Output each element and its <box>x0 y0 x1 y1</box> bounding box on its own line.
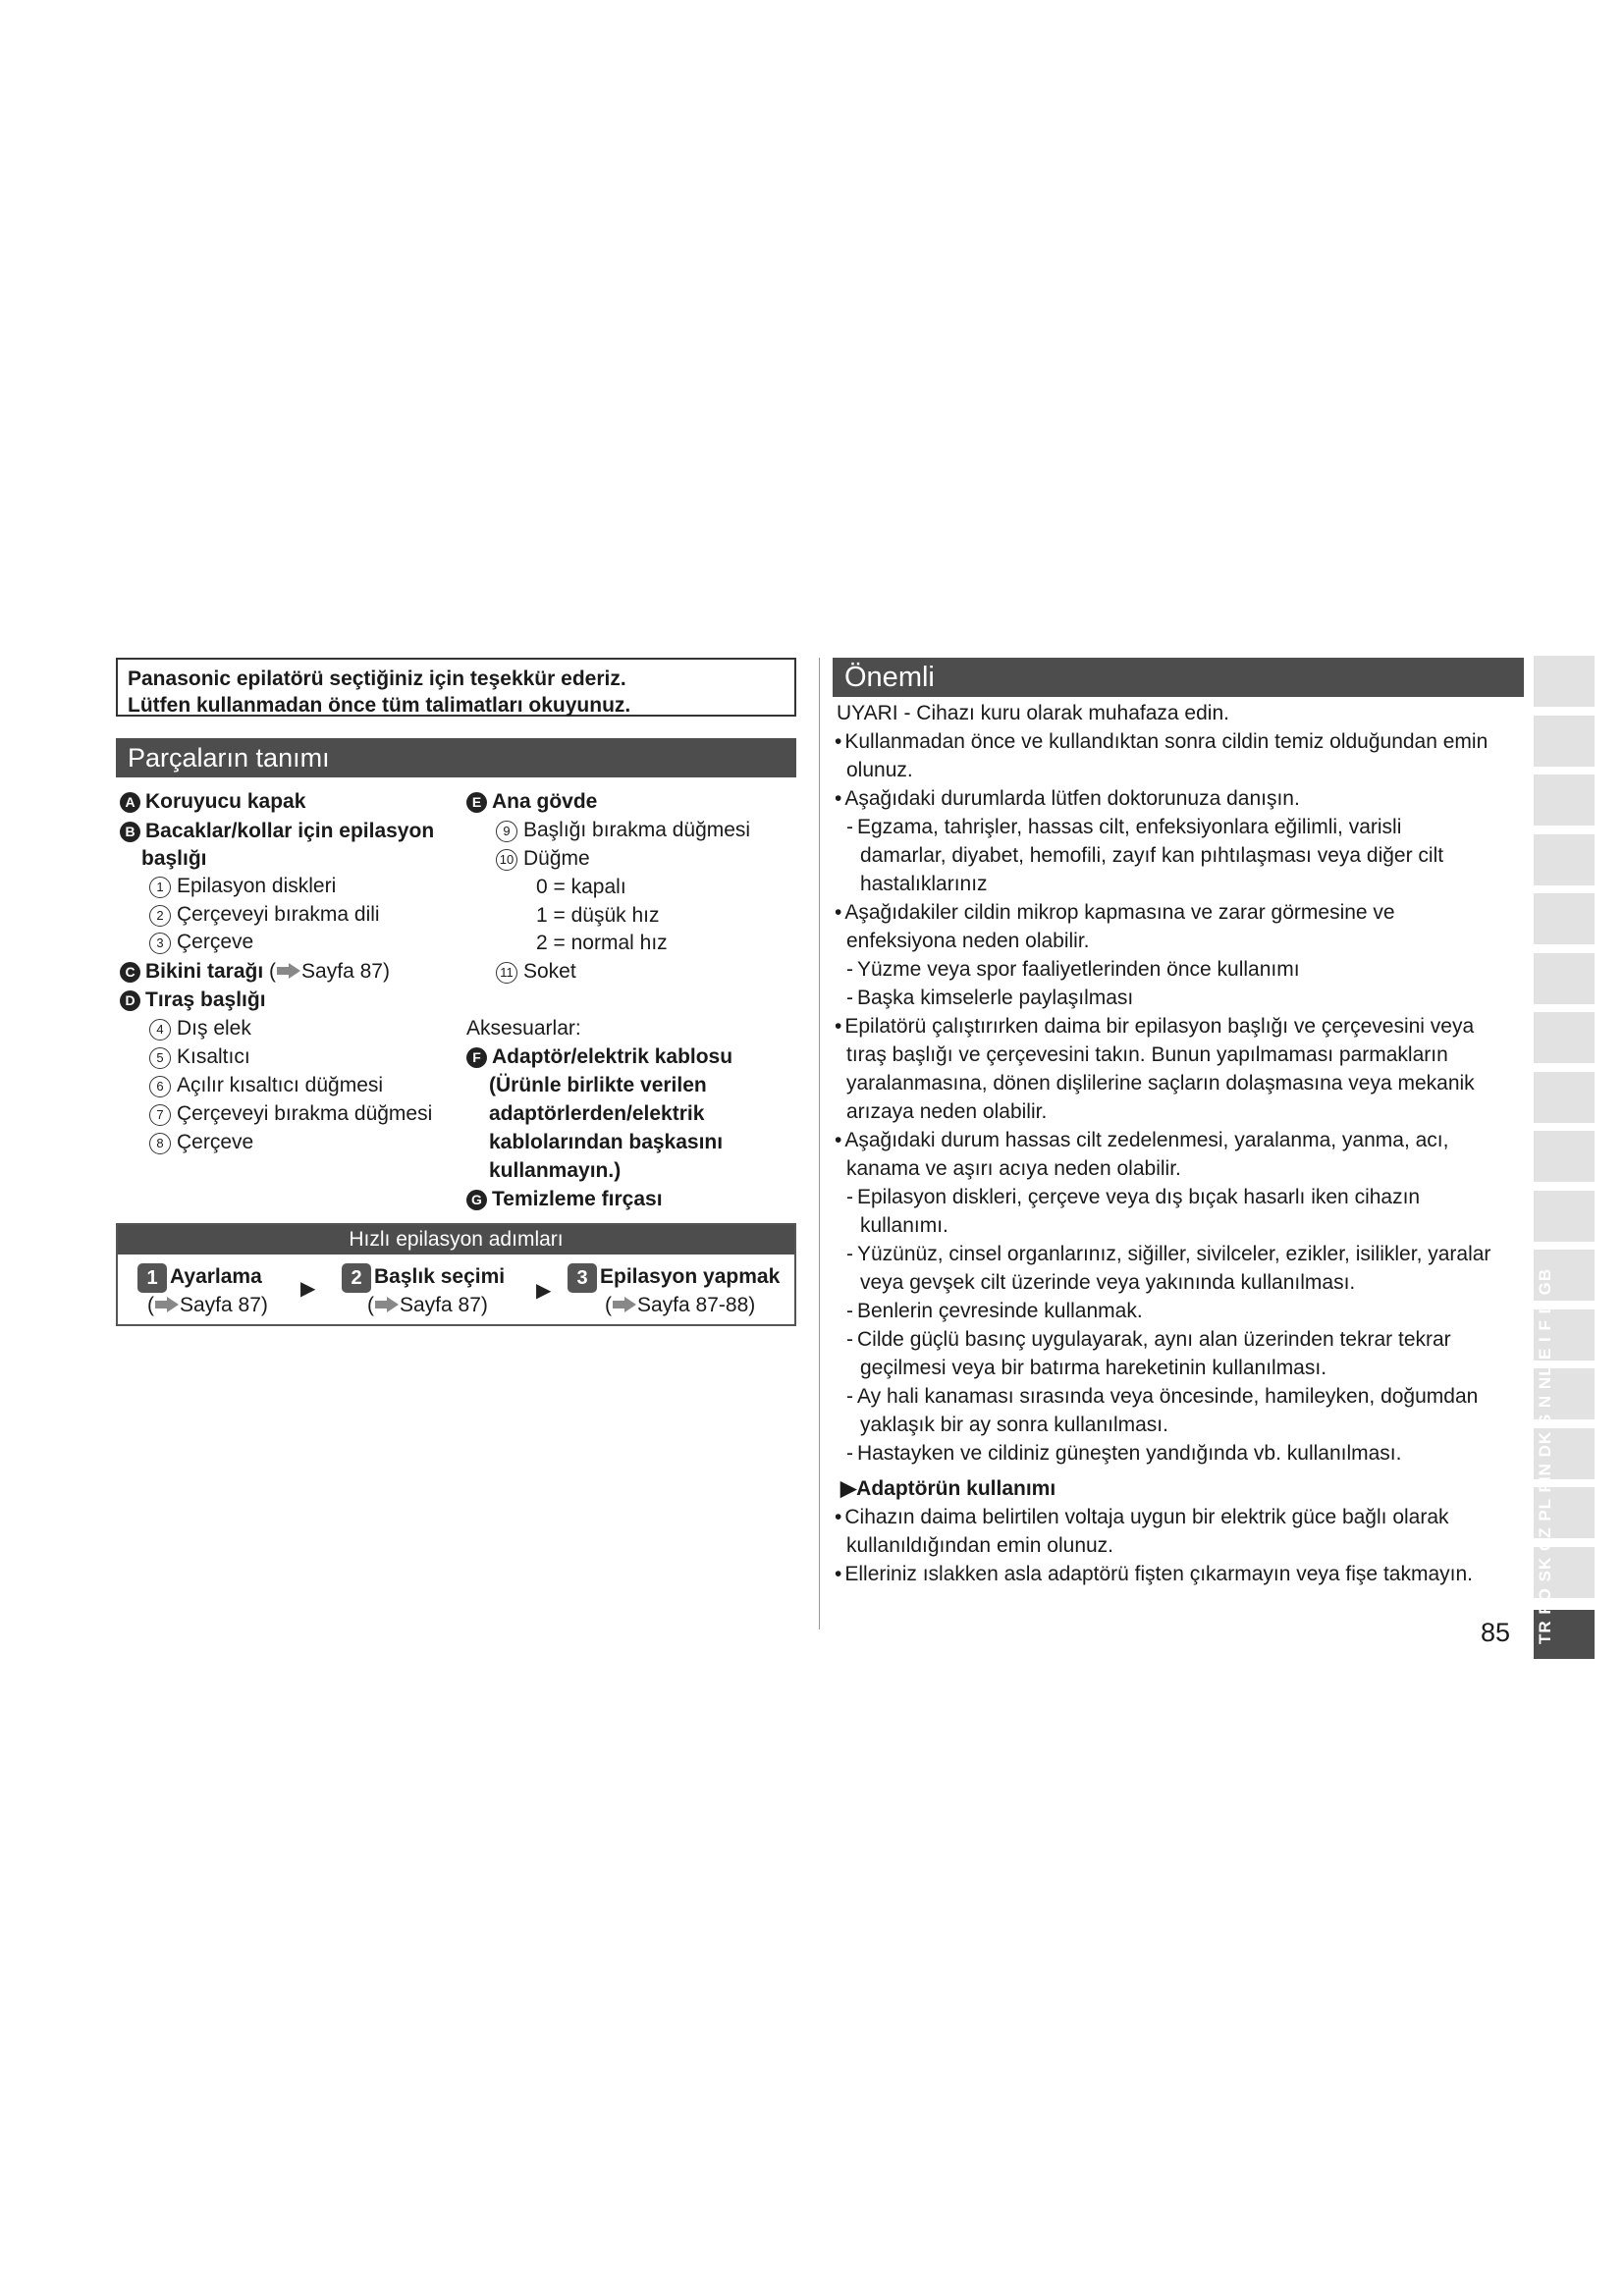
item-label: Dış elek <box>177 1017 251 1040</box>
language-tab[interactable] <box>1534 774 1595 826</box>
triangle-icon: ▶ <box>840 1477 857 1500</box>
list-line <box>846 1240 1490 1268</box>
part-item-11 <box>496 957 576 986</box>
part-item-4 <box>149 1014 251 1042</box>
part-d <box>120 986 266 1014</box>
num-7: 7 <box>149 1104 171 1126</box>
list-line-text: Kullanmadan önce ve kullandıktan sonra cildin temiz olduğundan emin <box>844 730 1489 753</box>
dash: - <box>846 987 853 1009</box>
list-line-text: arızaya neden olabilir. <box>846 1100 1048 1123</box>
list-line-text: Cihazın daima belirtilen voltaja uygun bir elektrik güce bağlı olarak <box>844 1506 1449 1528</box>
ref-open: ( <box>269 960 277 983</box>
step-2-number: 2 <box>342 1263 371 1293</box>
badge-b: B <box>120 822 140 842</box>
bullet: • <box>835 901 842 924</box>
list-line-text: Yüzme veya spor faaliyetlerinden önce kullanımı <box>857 958 1300 981</box>
part-d-label: Tıraş başlığı <box>145 988 266 1011</box>
part-a-label: Koruyucu kapak <box>145 790 306 813</box>
page-arrow-icon <box>154 1296 180 1313</box>
badge-g: G <box>466 1190 487 1210</box>
adaptor-heading <box>840 1474 1056 1503</box>
list-line <box>835 1560 1473 1588</box>
badge-c: C <box>120 962 140 983</box>
step-3-ref: ( Sayfa 87-88) <box>605 1294 756 1316</box>
part-b-label-cont: başlığı <box>141 847 207 870</box>
important-heading: Önemli <box>833 658 1524 697</box>
num-11: 11 <box>496 962 517 984</box>
list-line <box>860 1211 948 1240</box>
dash: - <box>846 816 853 838</box>
list-line-text: kullanıldığından emin olunuz. <box>846 1534 1114 1557</box>
bullet: • <box>835 787 842 810</box>
dash: - <box>846 1186 853 1208</box>
dash: - <box>846 1385 853 1408</box>
part-b <box>120 817 434 845</box>
num-10: 10 <box>496 849 517 871</box>
language-tab[interactable] <box>1534 1131 1595 1182</box>
list-line-text: Cilde güçlü basınç uygulayarak, aynı alan üzerinden tekrar tekrar <box>857 1328 1451 1351</box>
list-line <box>860 1268 1355 1297</box>
list-line <box>846 1154 1181 1183</box>
accessories-label: Aksesuarlar: <box>466 1017 581 1040</box>
list-line-text: Egzama, tahrişler, hassas cilt, enfeksiyonlara eğilimli, varisli <box>857 816 1402 838</box>
bullet: • <box>835 1129 842 1151</box>
part-item-3 <box>149 928 253 956</box>
step-arrow-icon: ▶ <box>300 1278 316 1300</box>
num-5: 5 <box>149 1047 171 1069</box>
warning-text: UYARI - Cihazı kuru olarak muhafaza edin. <box>837 702 1229 724</box>
intro-line-1: Panasonic epilatörü seçtiğiniz için teşekkür ederiz. <box>128 667 626 690</box>
list-line-text: Hastayken ve cildiniz güneşten yandığında vb. kullanılması. <box>857 1442 1402 1465</box>
language-tab[interactable] <box>1534 1012 1595 1063</box>
part-f-line-5: kullanmayın.) <box>489 1159 622 1182</box>
list-line-text: hastalıklarınız <box>860 873 988 895</box>
column-divider <box>819 658 820 1629</box>
step-1 <box>137 1262 262 1293</box>
num-8: 8 <box>149 1133 171 1154</box>
part-c <box>120 957 390 986</box>
part-c-label: Bikini tarağı <box>145 960 264 983</box>
part-f-line-4: kablolarından başkasını <box>489 1131 724 1153</box>
list-line-text: yaklaşık bir ay sonra kullanılması. <box>860 1414 1168 1436</box>
list-line-text: Ay hali kanaması sırasında veya öncesinde, hamileyken, doğumdan <box>857 1385 1479 1408</box>
list-line <box>846 813 1401 841</box>
list-line <box>846 1097 1047 1126</box>
part-f <box>466 1042 732 1071</box>
list-line <box>835 727 1488 756</box>
badge-a: A <box>120 792 140 813</box>
item-label: Açılır kısaltıcı düğmesi <box>177 1074 384 1096</box>
list-line <box>846 955 1300 984</box>
part-e <box>466 787 597 816</box>
badge-f: F <box>466 1047 487 1068</box>
page-arrow-icon <box>276 962 301 980</box>
item-label: Soket <box>523 960 576 983</box>
num-4: 4 <box>149 1019 171 1041</box>
list-line <box>846 1297 1143 1325</box>
item-label: Düğme <box>523 847 590 870</box>
list-line <box>846 1041 1448 1069</box>
page-arrow-icon <box>612 1296 637 1313</box>
dash: - <box>846 1442 853 1465</box>
num-6: 6 <box>149 1076 171 1097</box>
list-line-text: Aşağıdaki durumlarda lütfen doktorunuza danışın. <box>844 787 1300 810</box>
step-1-number: 1 <box>137 1263 167 1293</box>
part-a <box>120 787 305 816</box>
bullet: • <box>835 1015 842 1038</box>
list-line <box>835 898 1395 927</box>
list-line <box>860 1411 1168 1439</box>
list-line <box>835 1503 1449 1531</box>
num-1: 1 <box>149 877 171 898</box>
part-f-line-2: (Ürünle birlikte verilen <box>489 1074 707 1096</box>
list-line <box>860 841 1443 870</box>
list-line-text: tıraş başlığı ve çerçevesini takın. Bunun yapılmaması parmakların <box>846 1043 1448 1066</box>
list-line <box>846 1531 1113 1560</box>
part-item-2 <box>149 900 380 929</box>
part-b-label: Bacaklar/kollar için epilasyon <box>145 820 435 842</box>
dash: - <box>846 1328 853 1351</box>
num-2: 2 <box>149 905 171 927</box>
list-line-text: damarlar, diyabet, hemofili, zayıf kan pıhtılaşması veya diğer cilt <box>860 844 1444 867</box>
item-label: Kısaltıcı <box>177 1045 250 1068</box>
intro-line-2: Lütfen kullanmadan önce tüm talimatları okuyunuz. <box>128 694 631 717</box>
step-1-ref: ( Sayfa 87) <box>147 1294 268 1316</box>
badge-e: E <box>466 792 487 813</box>
list-line <box>860 870 988 898</box>
part-e-label: Ana gövde <box>492 790 598 813</box>
step-1-label: Ayarlama <box>170 1265 262 1288</box>
num-9: 9 <box>496 821 517 842</box>
part-item-7 <box>149 1099 432 1128</box>
num-3: 3 <box>149 933 171 954</box>
intro-box <box>116 658 796 717</box>
step-ref-text: Sayfa 87-88) <box>637 1294 756 1316</box>
dash: - <box>846 958 853 981</box>
list-line-text: Yüzünüz, cinsel organlarınız, siğiller, sivilceler, ezikler, isilikler, yaralar <box>857 1243 1491 1265</box>
list-line <box>835 1126 1448 1154</box>
step-3 <box>568 1262 780 1293</box>
dash: - <box>846 1243 853 1265</box>
list-line-text: yaralanmasına, dönen dişlilerine saçların dolaşmasına veya mekanik <box>846 1072 1475 1095</box>
quick-steps-heading: Hızlı epilasyon adımları <box>118 1225 794 1255</box>
part-item-1 <box>149 872 336 900</box>
list-line-text: Epilatörü çalıştırırken daima bir epilasyon başlığı ve çerçevesini veya <box>844 1015 1475 1038</box>
item-label: Başlığı bırakma düğmesi <box>523 819 751 841</box>
list-line-text: Elleriniz ıslakken asla adaptörü fişten çıkarmayın veya fişe takmayın. <box>844 1563 1473 1585</box>
switch-state-2: 2 = normal hız <box>536 932 668 954</box>
bullet: • <box>835 1563 842 1585</box>
step-2 <box>342 1262 505 1293</box>
adaptor-heading-text: Adaptörün kullanımı <box>856 1477 1056 1500</box>
list-line <box>846 1069 1475 1097</box>
step-3-number: 3 <box>568 1263 597 1293</box>
page-arrow-icon <box>374 1296 400 1313</box>
step-ref-text: Sayfa 87) <box>180 1294 268 1316</box>
part-g <box>466 1185 663 1213</box>
part-item-8 <box>149 1128 253 1156</box>
step-arrow-icon: ▶ <box>536 1280 552 1302</box>
part-f-line-1: Adaptör/elektrik kablosu <box>492 1045 733 1068</box>
bullet: • <box>835 730 842 753</box>
step-ref-text: Sayfa 87) <box>400 1294 488 1316</box>
list-line <box>846 1439 1401 1468</box>
language-tab[interactable] <box>1534 953 1595 1004</box>
language-tab[interactable] <box>1534 1072 1595 1123</box>
list-line-text: kullanımı. <box>860 1214 948 1237</box>
step-2-label: Başlık seçimi <box>374 1265 506 1288</box>
list-line-text: enfeksiyona neden olabilir. <box>846 930 1090 952</box>
list-line-text: kanama ve aşırı acıya neden olabilir. <box>846 1157 1181 1180</box>
list-line-text: Aşağıdaki durum hassas cilt zedelenmesi, yaralanma, yanma, acı, <box>844 1129 1449 1151</box>
step-3-label: Epilasyon yapmak <box>600 1265 781 1288</box>
language-tab[interactable] <box>1534 1191 1595 1242</box>
step-2-ref: ( Sayfa 87) <box>367 1294 488 1316</box>
list-line <box>835 784 1300 813</box>
list-line <box>846 927 1090 955</box>
part-g-label: Temizleme fırçası <box>492 1188 663 1210</box>
item-label: Çerçeve <box>177 931 254 953</box>
page-number: 85 <box>1481 1618 1511 1647</box>
list-line-text: geçilmesi veya bir batırma hareketinin kullanılması. <box>860 1357 1327 1379</box>
switch-state-1: 1 = düşük hız <box>536 904 660 927</box>
language-tab[interactable] <box>1534 656 1595 707</box>
list-line <box>846 1183 1420 1211</box>
list-line-text: olunuz. <box>846 759 913 781</box>
part-c-ref: Sayfa 87) <box>301 960 390 983</box>
part-item-6 <box>149 1071 383 1099</box>
language-tab[interactable] <box>1534 834 1595 885</box>
list-line <box>846 984 1133 1012</box>
list-line-text: Benlerin çevresinde kullanmak. <box>857 1300 1143 1322</box>
language-tab[interactable] <box>1534 716 1595 767</box>
list-line-text: Başka kimselerle paylaşılması <box>857 987 1134 1009</box>
badge-d: D <box>120 990 140 1011</box>
item-label: Çerçeve <box>177 1131 254 1153</box>
part-item-10 <box>496 844 590 873</box>
language-codes <box>1532 1247 1561 1649</box>
language-tab[interactable] <box>1534 893 1595 944</box>
list-line <box>846 1325 1451 1354</box>
list-line-text: Epilasyon diskleri, çerçeve veya dış bıçak hasarlı iken cihazın <box>857 1186 1421 1208</box>
item-label: Çerçeveyi bırakma düğmesi <box>177 1102 433 1125</box>
parts-heading: Parçaların tanımı <box>116 738 796 777</box>
item-label: Çerçeveyi bırakma dili <box>177 903 380 926</box>
item-label: Epilasyon diskleri <box>177 875 337 897</box>
dash: - <box>846 1300 853 1322</box>
list-line <box>846 756 913 784</box>
list-line <box>860 1354 1326 1382</box>
list-line <box>835 1012 1474 1041</box>
switch-state-0: 0 = kapalı <box>536 876 626 898</box>
part-f-line-3: adaptörlerden/elektrik <box>489 1102 705 1125</box>
list-line-text: Aşağıdakiler cildin mikrop kapmasına ve zarar görmesine ve <box>844 901 1395 924</box>
language-codes-text: TR RO SK CZ PL FIN DK S N NL E I F D GB <box>1536 1267 1554 1644</box>
part-item-9 <box>496 816 750 844</box>
list-line <box>846 1382 1478 1411</box>
bullet: • <box>835 1506 842 1528</box>
list-line-text: veya gevşek cilt üzerinde veya yakınında kullanılması. <box>860 1271 1356 1294</box>
part-item-5 <box>149 1042 250 1071</box>
